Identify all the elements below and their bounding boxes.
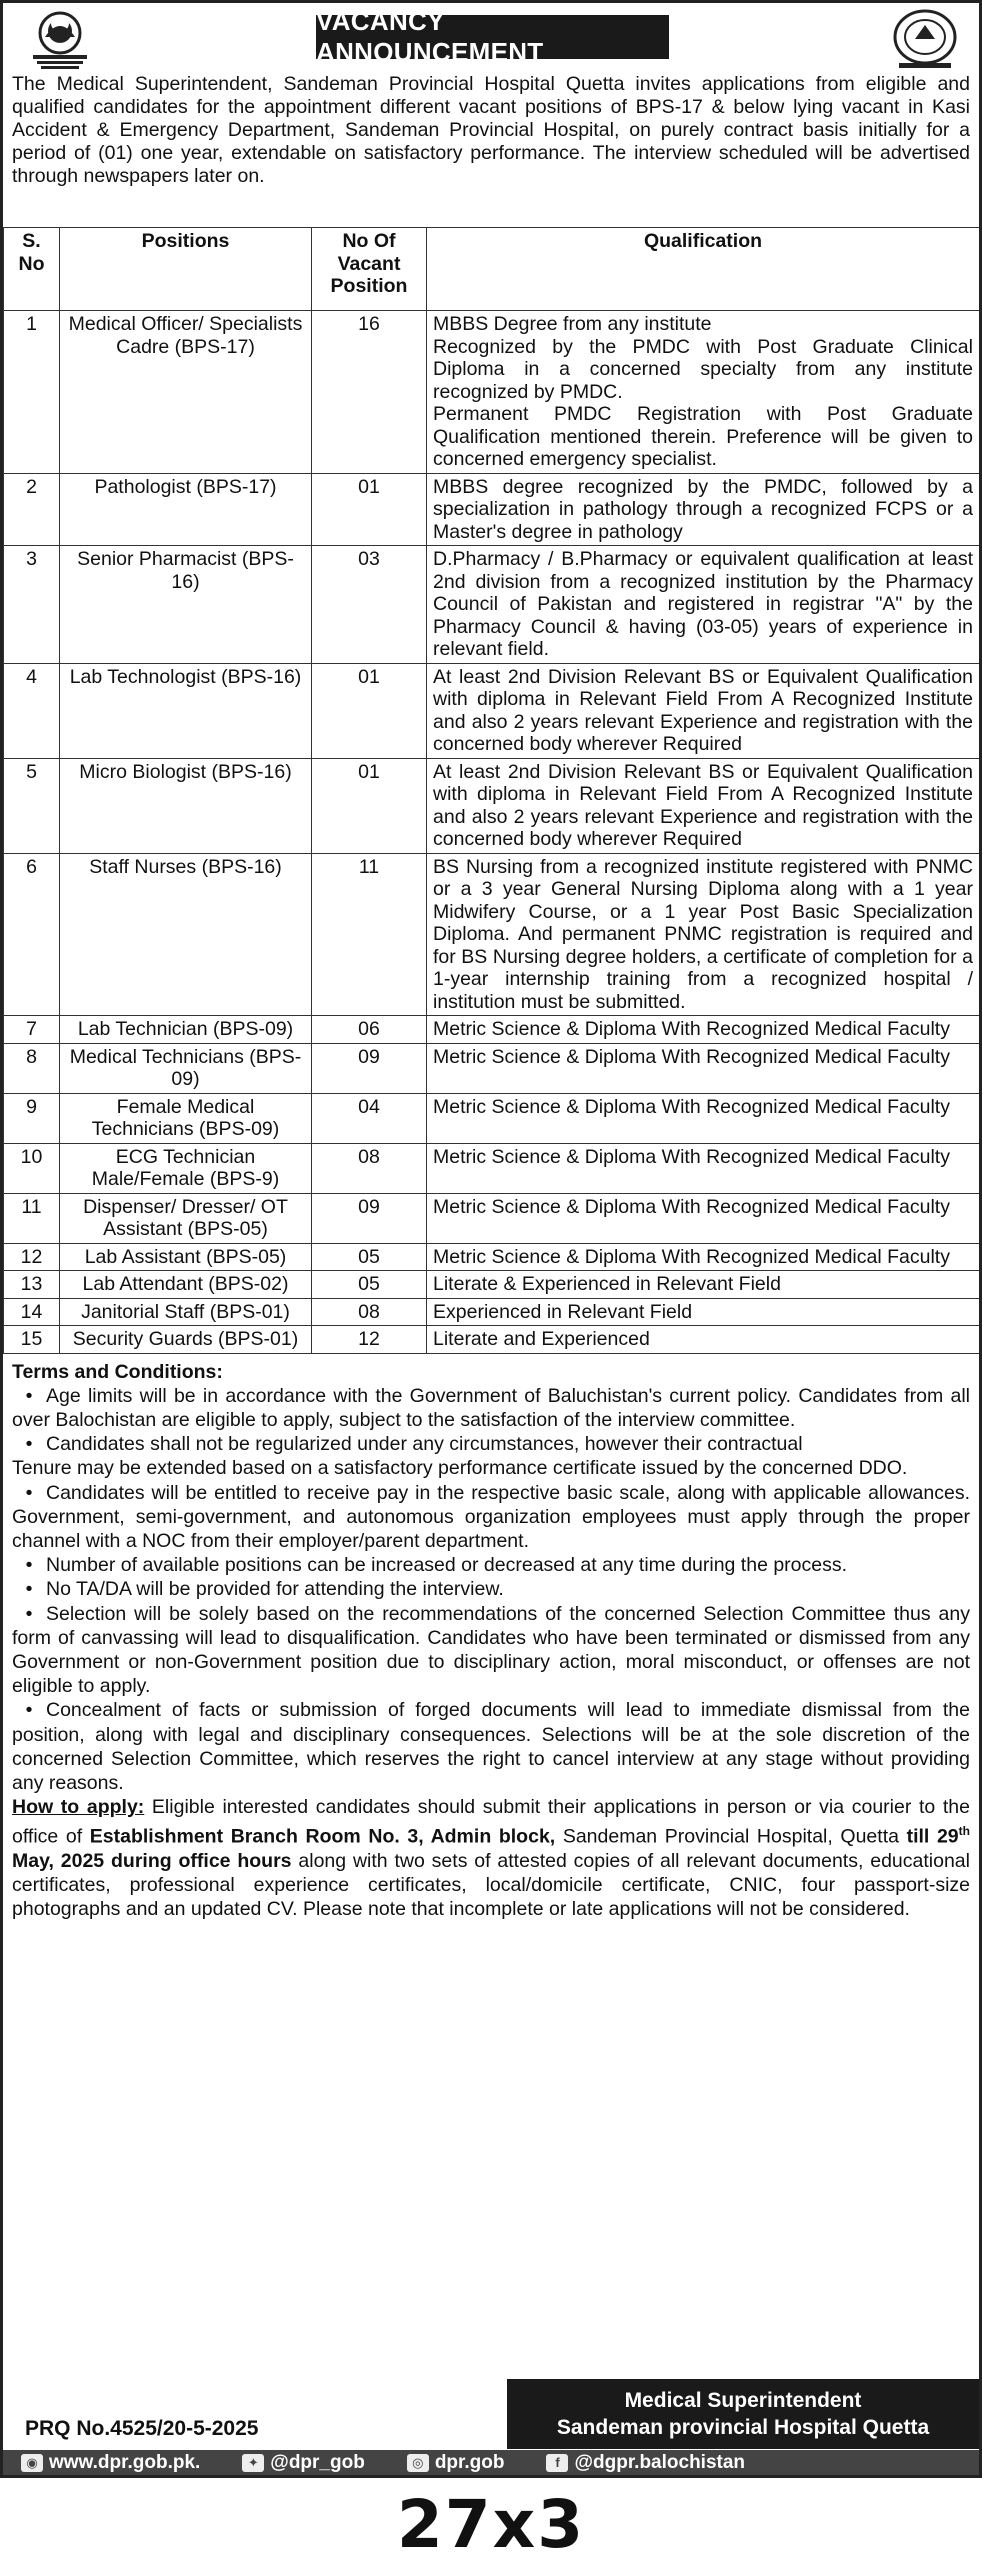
cell-sno: 15 [4, 1326, 60, 1354]
terms-bullet: • Concealment of facts or submission of forged documents will lead to immediate dismissal from the position, along with legal and disciplinary consequences. Selections will be at the sole discretion of the concerned Selection Committee, which reserves the right to cancel interview at any stage without providing any reasons. [12, 1699, 970, 1794]
cell-vacant-count: 05 [312, 1271, 427, 1299]
cell-sno: 11 [4, 1193, 60, 1243]
terms-bullet: • Selection will be solely based on the recommendations of the concerned Selection Committee thus any form of canvassing will lead to disqualification. Candidates who have been terminated or dismissed from any Government or non-Government position due to disciplinary action, moral misconduct, or offenses are not eligible to apply. [12, 1602, 970, 1698]
cell-vacant-count: 08 [312, 1298, 427, 1326]
how-to-apply: How to apply: Eligible interested candidates should submit their applications in person or via courier to the office of Establishment Branch Room No. 3, Admin block, Sandeman Provincial Hospital, Quetta till 29th May, 2025 during office hours along with two sets of attested copies of all relevant documents, educational certificates, professional experience certificates, local/domicile certificate, CNIC, four passport-size photographs and an updated CV. Please note that incomplete or late applications will not be considered. [12, 1796, 970, 1921]
table-row [4, 311, 980, 474]
cell-sno: 4 [4, 663, 60, 758]
col-header-sno: S. No [4, 228, 60, 311]
table-row [4, 1043, 980, 1093]
how-to-apply-heading: How to apply: [12, 1796, 145, 1819]
cell-qualification: Experienced in Relevant Field [427, 1298, 980, 1326]
cell-vacant-count: 03 [312, 546, 427, 664]
terms-bullet: • Number of available positions can be increased or decreased at any time during the process. [25, 1554, 848, 1577]
cell-position: Pathologist (BPS-17) [60, 473, 312, 546]
cell-vacant-count: 04 [312, 1093, 427, 1143]
terms-bullet: • No TA/DA will be provided for attending the interview. [25, 1578, 504, 1601]
twitter-link[interactable]: ✦ @dpr_gob [242, 2452, 365, 2474]
cell-vacant-count: 01 [312, 473, 427, 546]
cell-position: Security Guards (BPS-01) [60, 1326, 312, 1354]
table-row [4, 1093, 980, 1143]
terms-bullet: • Candidates will be entitled to receive pay in the respective basic scale, along with applicable allowances. Government, semi-government, and autonomous organization employees must apply through the proper channel with a NOC from their employer/parent department. [12, 1481, 970, 1552]
instagram-icon: ◎ [407, 2454, 429, 2472]
cell-vacant-count: 01 [312, 758, 427, 853]
cell-qualification: Literate and Experienced [427, 1326, 980, 1354]
hospital-seal-icon [889, 9, 961, 71]
cell-vacant-count: 09 [312, 1043, 427, 1093]
table-row [4, 1326, 980, 1354]
cell-position: Janitorial Staff (BPS-01) [60, 1298, 312, 1326]
cell-sno: 2 [4, 473, 60, 546]
cell-position: Female Medical Technicians (BPS-09) [60, 1093, 312, 1143]
cell-qualification: Metric Science & Diploma With Recognized Medical Faculty [427, 1143, 980, 1193]
table-row [4, 1193, 980, 1243]
cell-position: Medical Technicians (BPS-09) [60, 1043, 312, 1093]
terms-section [12, 1360, 970, 1922]
table-row [4, 1298, 980, 1326]
cell-position: Medical Officer/ Specialists Cadre (BPS-17) [60, 311, 312, 474]
header [3, 3, 979, 73]
cell-vacant-count: 09 [312, 1193, 427, 1243]
cell-vacant-count: 01 [312, 663, 427, 758]
cell-position: Senior Pharmacist (BPS-16) [60, 546, 312, 664]
cell-vacant-count: 05 [312, 1243, 427, 1271]
col-header-positions: Positions [60, 228, 312, 311]
cell-position: ECG Technician Male/Female (BPS-9) [60, 1143, 312, 1193]
cell-qualification: Metric Science & Diploma With Recognized Medical Faculty [427, 1016, 980, 1044]
terms-bullet: • Candidates shall not be regularized under any circumstances, however their contractual [25, 1433, 803, 1456]
cell-position: Lab Assistant (BPS-05) [60, 1243, 312, 1271]
globe-icon: ◉ [21, 2454, 43, 2472]
cell-qualification: Metric Science & Diploma With Recognized Medical Faculty [427, 1093, 980, 1143]
cell-qualification: Literate & Experienced in Relevant Field [427, 1271, 980, 1299]
vacancy-table-body [4, 311, 980, 1354]
cell-vacant-count: 12 [312, 1326, 427, 1354]
signatory-box [507, 2379, 979, 2449]
cell-qualification: BS Nursing from a recognized institute registered with PNMC or a 3 year General Nursing Diploma along with a 1 year Midwifery Course, or a 1 year Post Basic Specialization Diploma. And permanent PNMC registration is required and for BS Nursing degree holders, a certificate of completion for a 1-year internship training from a recognized hospital / institution must be submitted. [427, 853, 980, 1016]
cell-vacant-count: 11 [312, 853, 427, 1016]
cell-vacant-count: 16 [312, 311, 427, 474]
balochistan-emblem-icon [25, 9, 95, 71]
terms-bullet: • Age limits will be in accordance with the Government of Baluchistan's current policy. Candidates from all over Balochistan are eligible to apply, subject to the satisfaction of the interview committee. [12, 1384, 970, 1431]
cell-sno: 3 [4, 546, 60, 664]
cell-sno: 5 [4, 758, 60, 853]
signatory-office: Sandeman provincial Hospital Quetta [556, 2416, 930, 2439]
cell-sno: 8 [4, 1043, 60, 1093]
cell-qualification: Metric Science & Diploma With Recognized Medical Faculty [427, 1043, 980, 1093]
table-row [4, 1243, 980, 1271]
cell-sno: 1 [4, 311, 60, 474]
facebook-icon: f [546, 2454, 568, 2472]
cell-sno: 9 [4, 1093, 60, 1143]
terms-heading: Terms and Conditions: [12, 1360, 223, 1383]
ad-size-label: 27x3 [396, 2486, 586, 2563]
intro-paragraph: The Medical Superintendent, Sandeman Provincial Hospital Quetta invites applications from eligible and qualified candidates for the appointment different vacant positions of BPS-17 & below lying vacant in Kasi Accident & Emergency Department, Sandeman Provincial Hospital, on purely contract basis initially for a period of (01) one year, extendable on satisfactory performance. The interview scheduled will be advertised through newspapers later on. [12, 73, 970, 187]
website-link[interactable]: ◉ www.dpr.gob.pk. [21, 2452, 200, 2474]
social-bar [3, 2450, 979, 2476]
cell-sno: 13 [4, 1271, 60, 1299]
cell-position: Dispenser/ Dresser/ OT Assistant (BPS-05) [60, 1193, 312, 1243]
cell-vacant-count: 08 [312, 1143, 427, 1193]
table-row [4, 1271, 980, 1299]
signatory-title: Medical Superintendent [624, 2389, 862, 2412]
cell-position: Lab Technician (BPS-09) [60, 1016, 312, 1044]
table-row [4, 663, 980, 758]
table-row [4, 758, 980, 853]
table-row [4, 853, 980, 1016]
table-row [4, 1143, 980, 1193]
cell-position: Lab Technologist (BPS-16) [60, 663, 312, 758]
cell-qualification: MBBS Degree from any institute Recognized by the PMDC with Post Graduate Clinical Diploma in a concerned specialty from any institute recognized by PMDC. Permanent PMDC Registration with Post Graduate Qualification mentioned therein. Preference will be given to concerned emergency specialist. [427, 311, 980, 474]
cell-position: Micro Biologist (BPS-16) [60, 758, 312, 853]
facebook-link[interactable]: f @dgpr.balochistan [546, 2452, 745, 2474]
cell-sno: 14 [4, 1298, 60, 1326]
page-title: VACANCY ANNOUNCEMENT [316, 15, 669, 59]
cell-sno: 12 [4, 1243, 60, 1271]
cell-sno: 10 [4, 1143, 60, 1193]
cell-sno: 7 [4, 1016, 60, 1044]
col-header-qualification: Qualification [427, 228, 980, 311]
cell-qualification: D.Pharmacy / B.Pharmacy or equivalent qualification at least 2nd division from a recognized institution by the Pharmacy Council of Pakistan and registered in registrar "A" by the Pharmacy Council & having (03-05) years of experience in relevant field. [427, 546, 980, 664]
cell-position: Lab Attendant (BPS-02) [60, 1271, 312, 1299]
cell-qualification: Metric Science & Diploma With Recognized Medical Faculty [427, 1243, 980, 1271]
cell-qualification: Metric Science & Diploma With Recognized Medical Faculty [427, 1193, 980, 1243]
cell-qualification: MBBS degree recognized by the PMDC, followed by a specialization in pathology through a recognized FCPS or a Master's degree in pathology [427, 473, 980, 546]
cell-qualification: At least 2nd Division Relevant BS or Equivalent Qualification with diploma in Relevant Field From A Recognized Institute and also 2 years relevant Experience and registration with the concerned body wherever Required [427, 663, 980, 758]
cell-qualification: At least 2nd Division Relevant BS or Equivalent Qualification with diploma in Relevant Field From A Recognized Institute and also 2 years relevant Experience and registration with the concerned body wherever Required [427, 758, 980, 853]
cell-vacant-count: 06 [312, 1016, 427, 1044]
table-header-row [4, 228, 980, 311]
table-row [4, 546, 980, 664]
twitter-icon: ✦ [242, 2454, 264, 2472]
prq-number: PRQ No.4525/20-5-2025 [25, 2417, 259, 2440]
terms-continuation: Tenure may be extended based on a satisfactory performance certificate issued by the concerned DDO. [12, 1457, 908, 1480]
cell-position: Staff Nurses (BPS-16) [60, 853, 312, 1016]
table-row [4, 1016, 980, 1044]
vacancy-table [3, 227, 980, 1354]
cell-sno: 6 [4, 853, 60, 1016]
table-row [4, 473, 980, 546]
col-header-vacant: No Of Vacant Position [312, 228, 427, 311]
instagram-link[interactable]: ◎ dpr.gob [407, 2452, 505, 2474]
